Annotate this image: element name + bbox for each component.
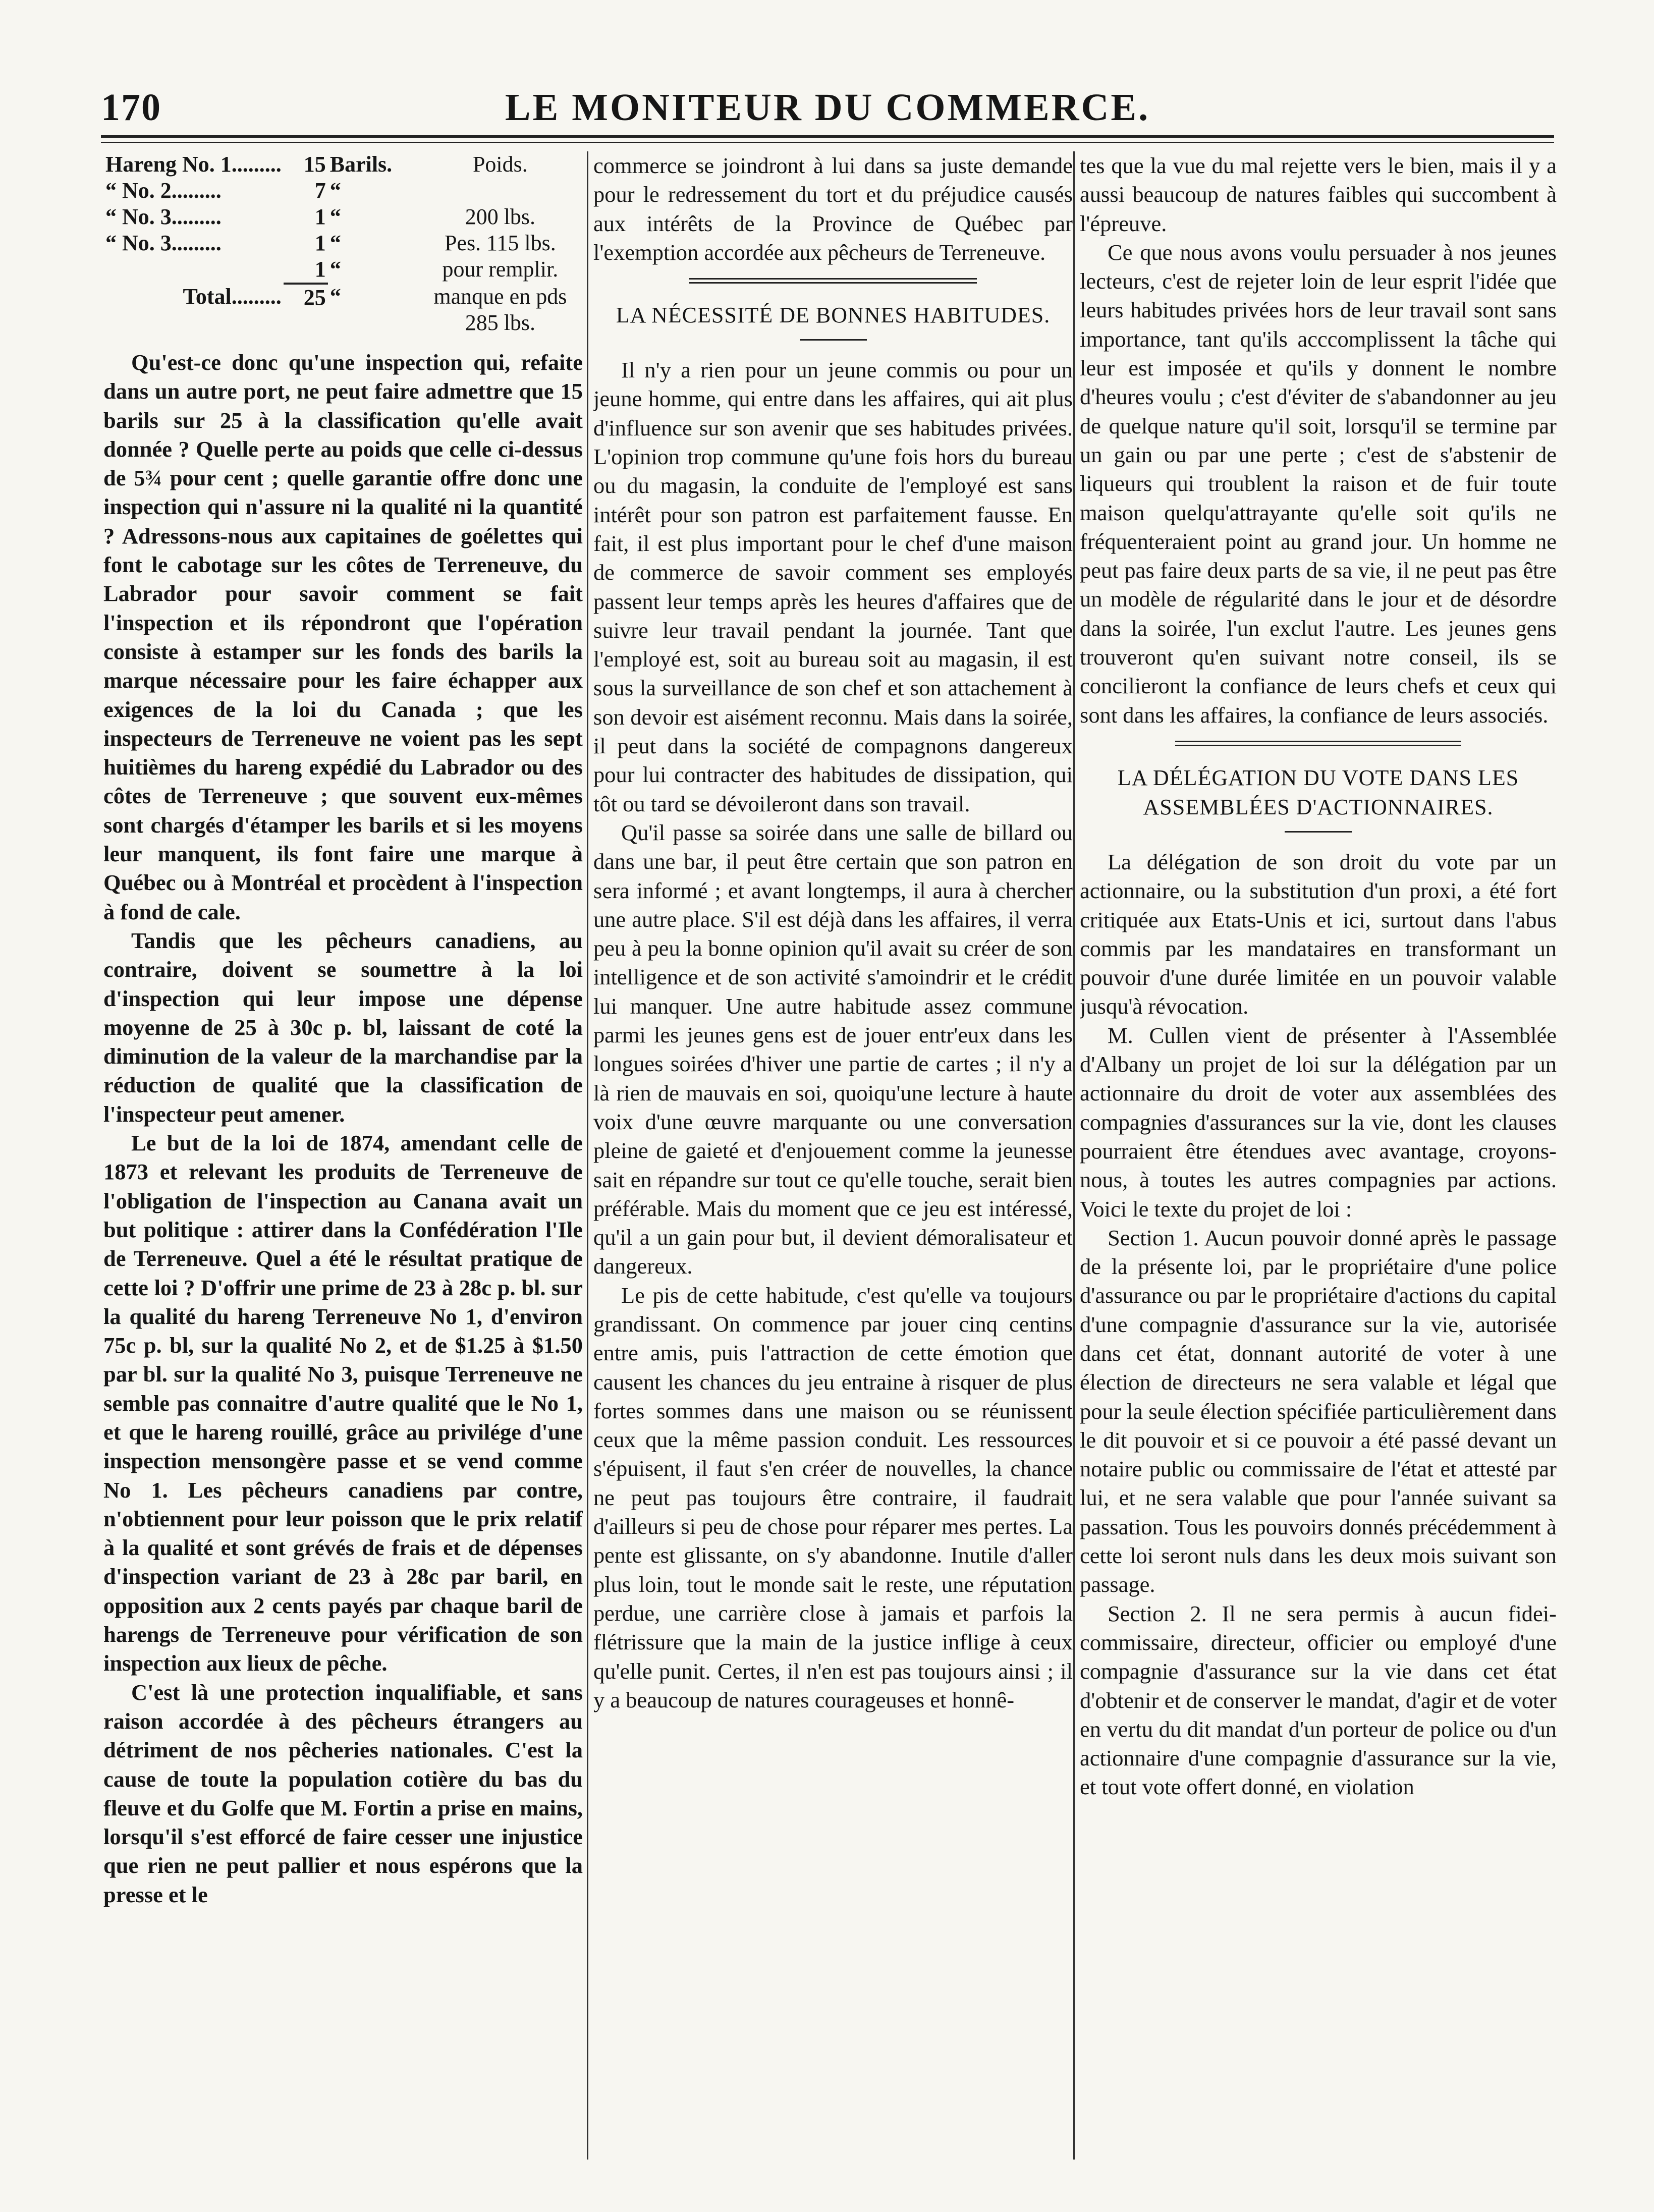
paragraph: Section 2. Il ne sera permis à aucun fidei-commissaire, directeur, officier ou employé d'une compagnie d'assurance sur la vie dans cet état d'obtenir et de conserver le mandat, d'agir et de voter en vertu du dit mandat d'un porteur de police ou d'un actionnaire d'une compagnie d'assurance sur la vie, et tout vote offert donné, en violation — [1080, 1600, 1557, 1800]
row-note: Poids. — [472, 152, 528, 177]
row-unit: “ — [329, 178, 341, 203]
total-unit: “ — [329, 284, 341, 309]
article-heading: LA NÉCESSITÉ DE BONNES HABITUDES. — [616, 303, 1051, 328]
section-divider — [1175, 741, 1461, 746]
paragraph: Il n'y a rien pour un jeune commis ou pour un jeune homme, qui entre dans les affaires, qui ait plus d'influence sur son avenir que ses habitudes privées. L'opinion trop commune qu'une fois hors du bureau ou du magasin, la conduite de l'employé est sans intérêt pour son patron est parfaitement fausse. En fait, il est plus important pour le chef d'une maison de commerce de savoir comment ses employés passent leur temps après les heures d'affaires que de suivre leur travail pendant la journée. Tant que l'employé est, soit au bureau soit au magasin, il est sous la surveillance de son chef et son attachement à son devoir est aisément reconnu. Mais dans la soirée, il peut dans la société de compagnons dangereux pour lui contracter des habitudes de dissipation, qui tôt ou tard se dévoileront dans son travail. — [593, 357, 1073, 816]
heading-underline — [1285, 831, 1351, 833]
row-qty: 15 — [303, 152, 326, 177]
paragraph: commerce se joindront à lui dans sa juste demande pour le redressement du tort et du préjudice causés aux intérêts de la Province de Québec par l'exemption accordée aux pêcheurs de Terreneuve. — [593, 153, 1073, 265]
row-label: “ No. 2......... — [105, 178, 222, 203]
column-divider — [587, 151, 588, 2160]
row-note: pour remplir. — [442, 257, 559, 282]
heading-underline — [800, 339, 867, 341]
row-label: Hareng No. 1......... — [105, 152, 282, 177]
row-note: 200 lbs. — [465, 204, 536, 229]
table-total-row — [103, 284, 583, 336]
herring-table — [103, 151, 583, 336]
paragraph: Tandis que les pêcheurs canadiens, au contraire, doivent se soumettre à la loi d'inspection qui leur impose une dépense moyenne de 25 à 30c p. bl, laissant de coté la diminution de la valeur de la marchandise par la réduction de qualité que la classification de l'inspecteur peut amener. — [103, 927, 583, 1127]
table-row — [103, 230, 583, 256]
row-unit: “ — [329, 204, 341, 229]
row-qty: 1 — [314, 257, 326, 282]
total-note: manque en pds 285 lbs. — [433, 284, 567, 335]
row-qty: 1 — [314, 204, 326, 229]
total-label: Total......... — [183, 284, 282, 309]
column-1 — [103, 151, 583, 2165]
row-note — [418, 178, 583, 204]
paragraph: C'est là une protection inqualifiable, et sans raison accordée à des pêcheurs étrangers au détriment de nos pêcheries nationales. C'est la cause de toute la population cotière du bas du fleuve et du Golfe que M. Fortin a prise en mains, lorsqu'il s'est efforcé de faire cesser une injustice que rien ne peut pallier et nous espérons que la presse et le — [103, 1679, 583, 1907]
table-row — [103, 178, 583, 204]
paragraph: Qu'est-ce donc qu'une inspection qui, refaite dans un autre port, ne peut faire admettre que 15 barils sur 25 à la classification qu'elle avait donnée ? Quelle perte au poids que celle ci-dessus de 5¾ pour cent ; quelle garantie offre donc une inspection qui n'assure ni la qualité ni la quantité ? Adressons-nous aux capitaines de goélettes qui font le cabotage sur les côtes de Terreneuve, du Labrador pour savoir comment se fait l'inspection et ils répondront que l'opération consiste à estamper sur les fonds des barils la marque nécessaire pour les faire échapper aux exigences de la loi du Canada ; que les inspecteurs de Terreneuve ne voient pas les sept huitièmes du hareng expédié du Labrador ou des côtes de Terreneuve ; que souvent eux-mêmes sont chargés d'étamper les barils et si les moyens leur manquent, ils font faire une marque à Québec ou à Montréal et procèdent à l'inspection à fond de cale. — [103, 350, 583, 924]
row-unit: “ — [329, 231, 341, 255]
paragraph: Le pis de cette habitude, c'est qu'elle va toujours grandissant. On commence par jouer cinq centins entre amis, puis l'attraction de cette émotion que causent les chances du jeu entraine à risquer de plus fortes sommes dans une maison ou se réunissent ceux que la même passion conduit. Les ressources s'épuisent, il faut s'en créer de nouvelles, la chance ne peut pas toujours être contraire, il faudrait d'ailleurs si peu de chose pour réparer mes pertes. La pente est glissante, on s'y abandonne. Inutile d'aller plus loin, tout le monde sait le reste, une réputation perdue, une carrière close à jamais et parfois la flétrissure que la main de la justice inflige à ceux qu'elle punit. Certes, il n'en est pas toujours ainsi ; il y a beaucoup de natures courageuses et honnê- — [593, 1282, 1073, 1712]
column-3 — [1080, 151, 1557, 2165]
article-heading: LA DÉLÉGATION DU VOTE DANS LES ASSEMBLÉES D'ACTIONNAIRES. — [1117, 765, 1519, 819]
page-number: 170 — [101, 86, 161, 129]
column-divider — [1073, 151, 1075, 2160]
paragraph: M. Cullen vient de présenter à l'Assemblée d'Albany un projet de loi sur la délégation par un actionnaire du droit de voter aux assemblées des compagnies d'assurances sur la vie, dont les clauses pourraient être étendues avec avantage, croyons-nous, à toutes les autres compagnies par actions. Voici le texte du projet de loi : — [1080, 1022, 1557, 1222]
journal-title: LE MONITEUR DU COMMERCE. — [505, 86, 1150, 129]
row-label: “ No. 3......... — [105, 204, 222, 229]
row-label — [103, 256, 284, 284]
paragraph: tes que la vue du mal rejette vers le bien, mais il y a aussi beaucoup de natures faibles qui succombent à l'épreuve. — [1080, 153, 1557, 236]
row-qty: 1 — [314, 231, 326, 255]
header-rule — [101, 135, 1554, 143]
paragraph: Ce que nous avons voulu persuader à nos jeunes lecteurs, c'est de rejeter loin de leur esprit l'idée que leurs habitudes privées hors de leur travail sont sans importance, tant qu'ils acccomplissent la tâche qui leur est imposée et qu'ils y donnent le nombre d'heures voulu ; c'est d'éviter de s'abandonner au jeu de quelque nature qu'il soit, lorsqu'il se termine par un gain ou par une perte ; c'est de s'abstenir de liqueurs qui troublent la raison et de fuir toute maison quelqu'attrayante qu'elle soit qu'ils ne fréquenteraient point au grand jour. Un homme ne peut pas faire deux parts de sa vie, il ne peut pas être un modèle de régularité dans le jour et de désordre dans la soirée, l'un exclut l'autre. Les jeunes gens trouveront qu'en suivant notre conseil, ils se concilieront la confiance de leurs chefs et ceux qui sont dans les affaires, la confiance de leurs associés. — [1080, 239, 1557, 728]
table-row — [103, 151, 583, 178]
column-2 — [593, 151, 1073, 2165]
table-row — [103, 256, 583, 284]
row-qty: 7 — [314, 178, 326, 203]
row-unit: “ — [329, 257, 341, 282]
row-unit: Barils. — [329, 152, 393, 177]
section-divider — [689, 278, 977, 284]
table-row — [103, 204, 583, 230]
paragraph: La délégation de son droit du vote par un actionnaire, ou la substitution d'un proxi, a été fort critiquée aux Etats-Unis et ici, surtout dans l'abus commis par les mandataires en transformant un pouvoir d'une durée limitée en un pouvoir valable jusqu'à révocation. — [1080, 849, 1557, 1019]
paragraph: Qu'il passe sa soirée dans une salle de billard ou dans une bar, il peut être certain que son patron en sera informé ; et avant longtemps, il aura à chercher une autre place. S'il est déjà dans les affaires, il verra peu à peu la bonne opinion qu'il avait su créer de son intelligence et de son activité s'amoindrir et le crédit lui manquer. Une autre habitude assez commune parmi les jeunes gens est de jouer entr'eux dans les longues soirées d'hiver une partie de cartes ; il n'y a là rien de mauvais en soi, quoiqu'une lecture à haute voix d'une œuvre marquante ou une conversation pleine de gaieté et d'enjouement comme la jeunesse sait en répandre sur tout ce qu'elle touche, serait bien préférable. Mais du moment que ce jeu est intéressé, qu'il a un gain pour but, il devient démoralisateur et dangereux. — [593, 819, 1073, 1279]
paragraph: Section 1. Aucun pouvoir donné après le passage de la présente loi, par le propriétaire d'une police d'assurance ou par le propriétaire d'actions du capital d'une compagnie d'assurance sur la vie, autorisée dans cet état, donnant autorité de voter à une élection de directeurs ne sera valable et légal que pour la seule élection spécifiée particulièrement dans le dit pouvoir et si ce pouvoir a été passé devant un notaire public ou commissaire de l'état et attesté par lui, et ne sera valable que pour l'année suivant sa passation. Tous les pouvoirs donnés précédemment à cette loi seront nuls dans les deux mois suivant son passage. — [1080, 1225, 1557, 1597]
row-note: Pes. 115 lbs. — [444, 231, 556, 255]
row-label: “ No. 3......... — [105, 231, 222, 255]
page-header — [101, 86, 1554, 141]
total-qty: 25 — [284, 284, 328, 336]
paragraph: Le but de la loi de 1874, amendant celle de 1873 et relevant les produits de Terreneuve de l'obligation de l'inspection au Canana avait un but politique : attirer dans la Confédération l'Ile de Terreneuve. Quel a été le résultat pratique de cette loi ? D'offrir une prime de 23 à 28c p. bl. sur la qualité du hareng Terreneuve No 1, d'environ 75c p. bl, sur la qualité No 2, et de $1.25 à $1.50 par bl. sur la qualité No 3, puisque Terreneuve ne semble pas connaitre d'autre qualité que le No 1, et que le hareng rouillé, grâce au privilége d'une inspection mensongère passe et se vend comme No 1. Les pêcheurs canadiens par contre, n'obtiennent pour leur poisson que le prix relatif à la qualité et sont grévés de frais et de dépenses d'inspection variant de 23 à 28c par baril, en opposition aux 2 cents payés par chaque baril de harengs de Terreneuve pour vérification de son inspection aux lieux de pêche. — [103, 1130, 583, 1676]
